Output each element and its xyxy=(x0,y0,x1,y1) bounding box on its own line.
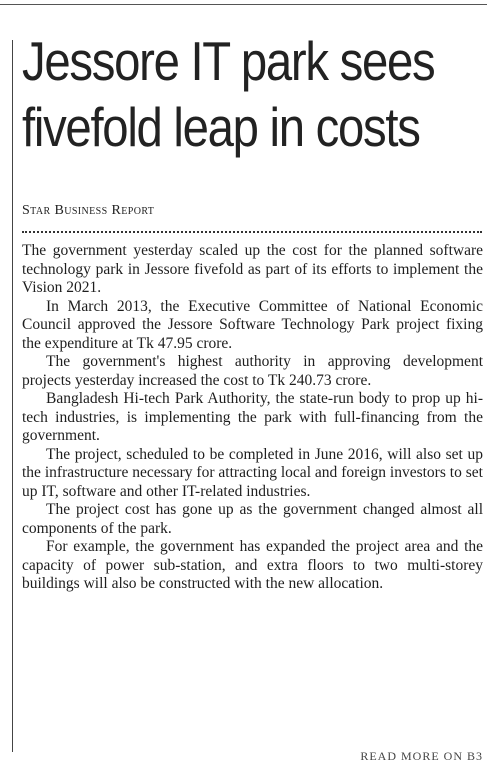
article-paragraph: For example, the government has expanded the project area and the capacity of power sub-station, and extra floors to two multi-storey buildings will also be constructed with the new allocation. xyxy=(22,538,483,592)
article-paragraph: Bangladesh Hi-tech Park Authority, the state-run body to prop up hi-tech industries, is implementing the park with full-financing from the government. xyxy=(22,390,483,444)
article-paragraph: The government yesterday scaled up the cost for the planned software technology park in Jessore fivefold as part of its efforts to implement the Vision 2021. xyxy=(22,242,483,296)
article-paragraph: The government's highest authority in approving development projects yesterday increased the cost to Tk 240.73 crore. xyxy=(22,353,483,389)
article-body xyxy=(22,242,483,594)
headline-line-2: fivefold leap in costs xyxy=(22,96,420,158)
byline-separator xyxy=(22,231,482,233)
byline: Star Business Report xyxy=(22,203,155,218)
top-rule xyxy=(0,4,487,5)
read-more-link[interactable]: READ MORE ON B3 xyxy=(360,749,483,763)
article-paragraph: The project, scheduled to be completed in June 2016, will also set up the infrastructure necessary for attracting local and foreign investors to set up IT, software and other IT-related industries. xyxy=(22,445,483,500)
article-paragraph: The project cost has gone up as the government changed almost all components of the park. xyxy=(22,501,483,537)
article-paragraph: In March 2013, the Executive Committee of National Economic Council approved the Jessore Software Technology Park project fixing the expenditure at Tk 47.95 crore. xyxy=(22,297,483,352)
column-rule xyxy=(12,40,13,752)
headline-line-1: Jessore IT park sees xyxy=(22,30,435,92)
headline xyxy=(22,28,435,160)
